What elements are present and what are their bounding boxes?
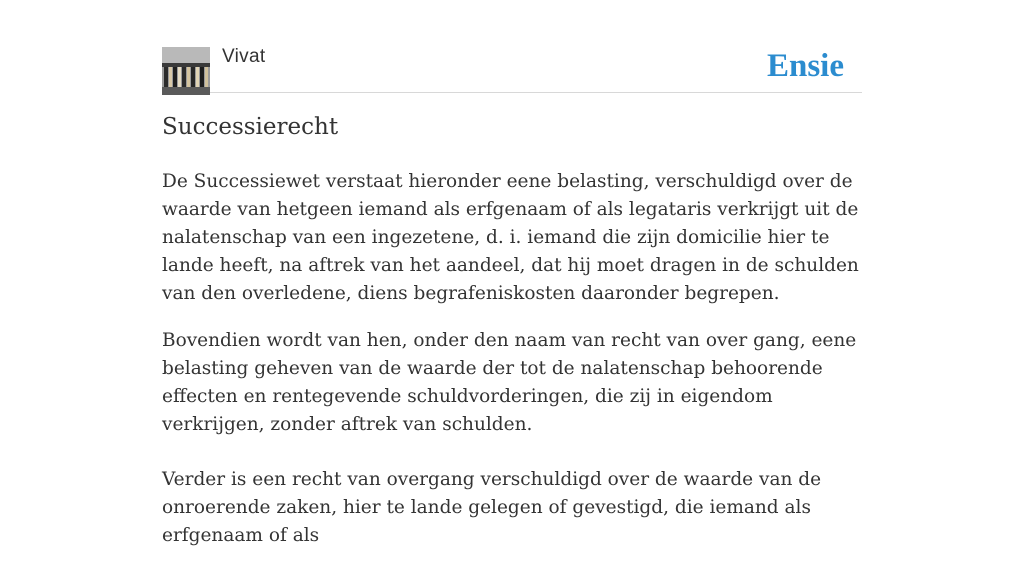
article-body	[162, 168, 862, 569]
bookshelf-image	[162, 47, 210, 95]
author-name[interactable]: Vivat	[222, 46, 266, 67]
paragraph: De Successiewet verstaat hieronder eene belasting, verschuldigd over de waarde van hetgeen iemand als erfgenaam of als legataris verkrijgt uit de nalatenschap van een ingezetene, d. i. iemand die zijn domicilie hier te lande heeft, na aftrek van het aandeel, dat hij moet dragen in de schulden van den overledene, diens begrafeniskosten daaronder begrepen.	[162, 171, 859, 304]
paragraph: Verder is een recht van overgang verschuldigd over de waarde van de onroerende zaken, hier te lande gelegen of gevestigd, die iemand als erfgenaam of als	[162, 469, 822, 546]
paragraph: Bovendien wordt van hen, onder den naam van recht van over gang, eene belasting geheven van de waarde der tot de nalatenschap behoorende effecten en rentegevende schuldvorderingen, die zij in eigendom verkrijgen, zonder aftrek van schulden.	[162, 330, 857, 435]
ensie-logo[interactable]: Ensie	[766, 48, 844, 84]
header	[162, 46, 862, 93]
avatar[interactable]	[162, 47, 210, 95]
article-title: Successierecht	[162, 114, 339, 140]
